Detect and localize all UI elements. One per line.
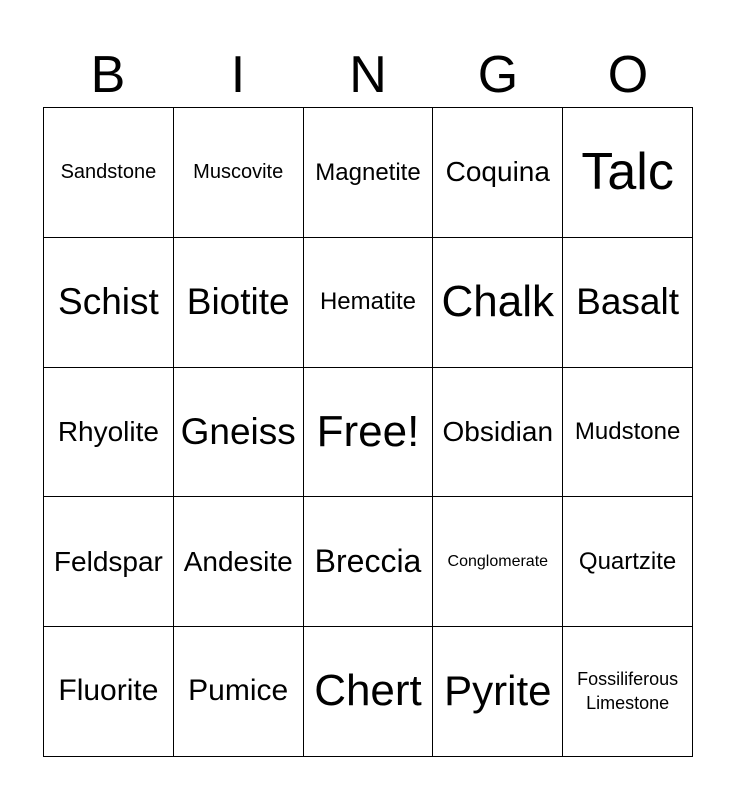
bingo-board bbox=[43, 107, 693, 757]
bingo-cell[interactable]: Pumice bbox=[174, 627, 304, 757]
bingo-cell[interactable]: Obsidian bbox=[433, 368, 563, 498]
header-letter-b: B bbox=[90, 46, 126, 104]
bingo-cell[interactable]: Fluorite bbox=[44, 627, 174, 757]
header-letter-n: N bbox=[349, 46, 387, 104]
bingo-cell[interactable]: Talc bbox=[563, 108, 693, 238]
bingo-cell[interactable]: Mudstone bbox=[563, 368, 693, 498]
bingo-cell[interactable]: Basalt bbox=[563, 238, 693, 368]
header-letter-i: I bbox=[230, 46, 246, 104]
bingo-cell[interactable]: Gneiss bbox=[174, 368, 304, 498]
header-letter-o: O bbox=[607, 46, 649, 104]
bingo-cell[interactable]: Magnetite bbox=[304, 108, 434, 238]
bingo-cell[interactable]: Chalk bbox=[433, 238, 563, 368]
bingo-cell-free[interactable]: Free! bbox=[304, 368, 434, 498]
bingo-cell[interactable]: Conglomerate bbox=[433, 497, 563, 627]
bingo-cell[interactable]: Rhyolite bbox=[44, 368, 174, 498]
bingo-header bbox=[43, 44, 693, 106]
bingo-cell[interactable]: Quartzite bbox=[563, 497, 693, 627]
bingo-cell[interactable]: Sandstone bbox=[44, 108, 174, 238]
bingo-cell[interactable]: Biotite bbox=[174, 238, 304, 368]
bingo-cell[interactable]: Hematite bbox=[304, 238, 434, 368]
bingo-cell[interactable]: Schist bbox=[44, 238, 174, 368]
bingo-cell[interactable]: Andesite bbox=[174, 497, 304, 627]
bingo-cell[interactable]: Chert bbox=[304, 627, 434, 757]
bingo-cell[interactable]: Pyrite bbox=[433, 627, 563, 757]
bingo-cell[interactable]: Feldspar bbox=[44, 497, 174, 627]
bingo-cell[interactable]: Breccia bbox=[304, 497, 434, 627]
header-letter-g: G bbox=[477, 46, 519, 104]
bingo-cell[interactable]: Muscovite bbox=[174, 108, 304, 238]
bingo-cell[interactable]: Fossiliferous Limestone bbox=[563, 627, 693, 757]
bingo-cell[interactable]: Coquina bbox=[433, 108, 563, 238]
